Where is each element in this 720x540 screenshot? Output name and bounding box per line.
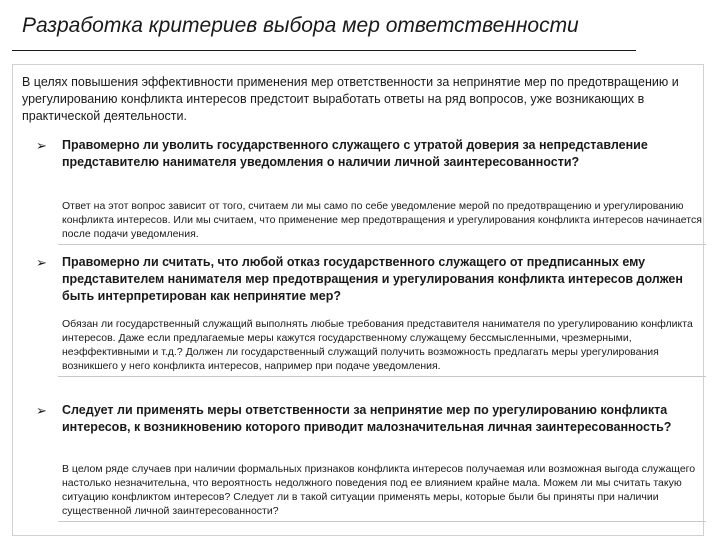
arrowhead-bullet-icon: ➢ (36, 403, 47, 418)
arrowhead-bullet-icon: ➢ (36, 138, 47, 153)
answer-3: В целом ряде случаев при наличии формальных признаков конфликта интересов получаемая или возможная выгода служащего настолько незначительна, что вероятность недолжного поведения под ее влиянием крайне мала. Можем ли мы считать такую ситуацию конфликтом интересов? Следует ли в такой ситуации применять меры, которые были бы приняты при наличии существенной личной заинтересованности? (58, 460, 706, 522)
slide-title: Разработка критериев выбора мер ответственности (22, 14, 579, 37)
title-underline (12, 50, 636, 51)
question-2 (36, 254, 696, 305)
answer-2: Обязан ли государственный служащий выполнять любые требования представителя нанимателя по урегулированию конфликта интересов. Даже если предлагаемые меры кажутся государственному служащему бессмысленными, чрезмерными, неэффективными и т.д.? Должен ли государственный служащий получить возможность предлагать меры урегулирования возникшего у него конфликта интересов, например при подаче уведомления. (58, 315, 706, 377)
question-3-text: Следует ли применять меры ответственности за непринятие мер по урегулированию конфликта интересов, к возникновению которого приводит малозначительная личная заинтересованность? (62, 403, 672, 434)
intro-paragraph: В целях повышения эффективности применения мер ответственности за непринятие мер по предотвращению и урегулированию конфликта интересов предстоит выработать ответы на ряд вопросов, уже возникающих в практической деятельности. (22, 75, 679, 123)
question-1 (36, 137, 696, 171)
arrowhead-bullet-icon: ➢ (36, 255, 47, 270)
question-1-text: Правомерно ли уволить государственного служащего с утратой доверия за непредставление представителю нанимателя уведомления о наличии личной заинтересованности? (62, 138, 648, 169)
question-2-text: Правомерно ли считать, что любой отказ государственного служащего от предписанных ему представителем нанимателя мер предотвращения и урегулирования конфликта интересов должен быть интерпретирован как непринятие мер? (62, 255, 683, 303)
question-3 (36, 402, 696, 436)
answer-1: Ответ на этот вопрос зависит от того, считаем ли мы само по себе уведомление мерой по предотвращению и урегулированию конфликта интересов. Или мы считаем, что применение мер предотвращения и урегулирования конфликта интересов начинается после подачи уведомления. (58, 197, 706, 245)
